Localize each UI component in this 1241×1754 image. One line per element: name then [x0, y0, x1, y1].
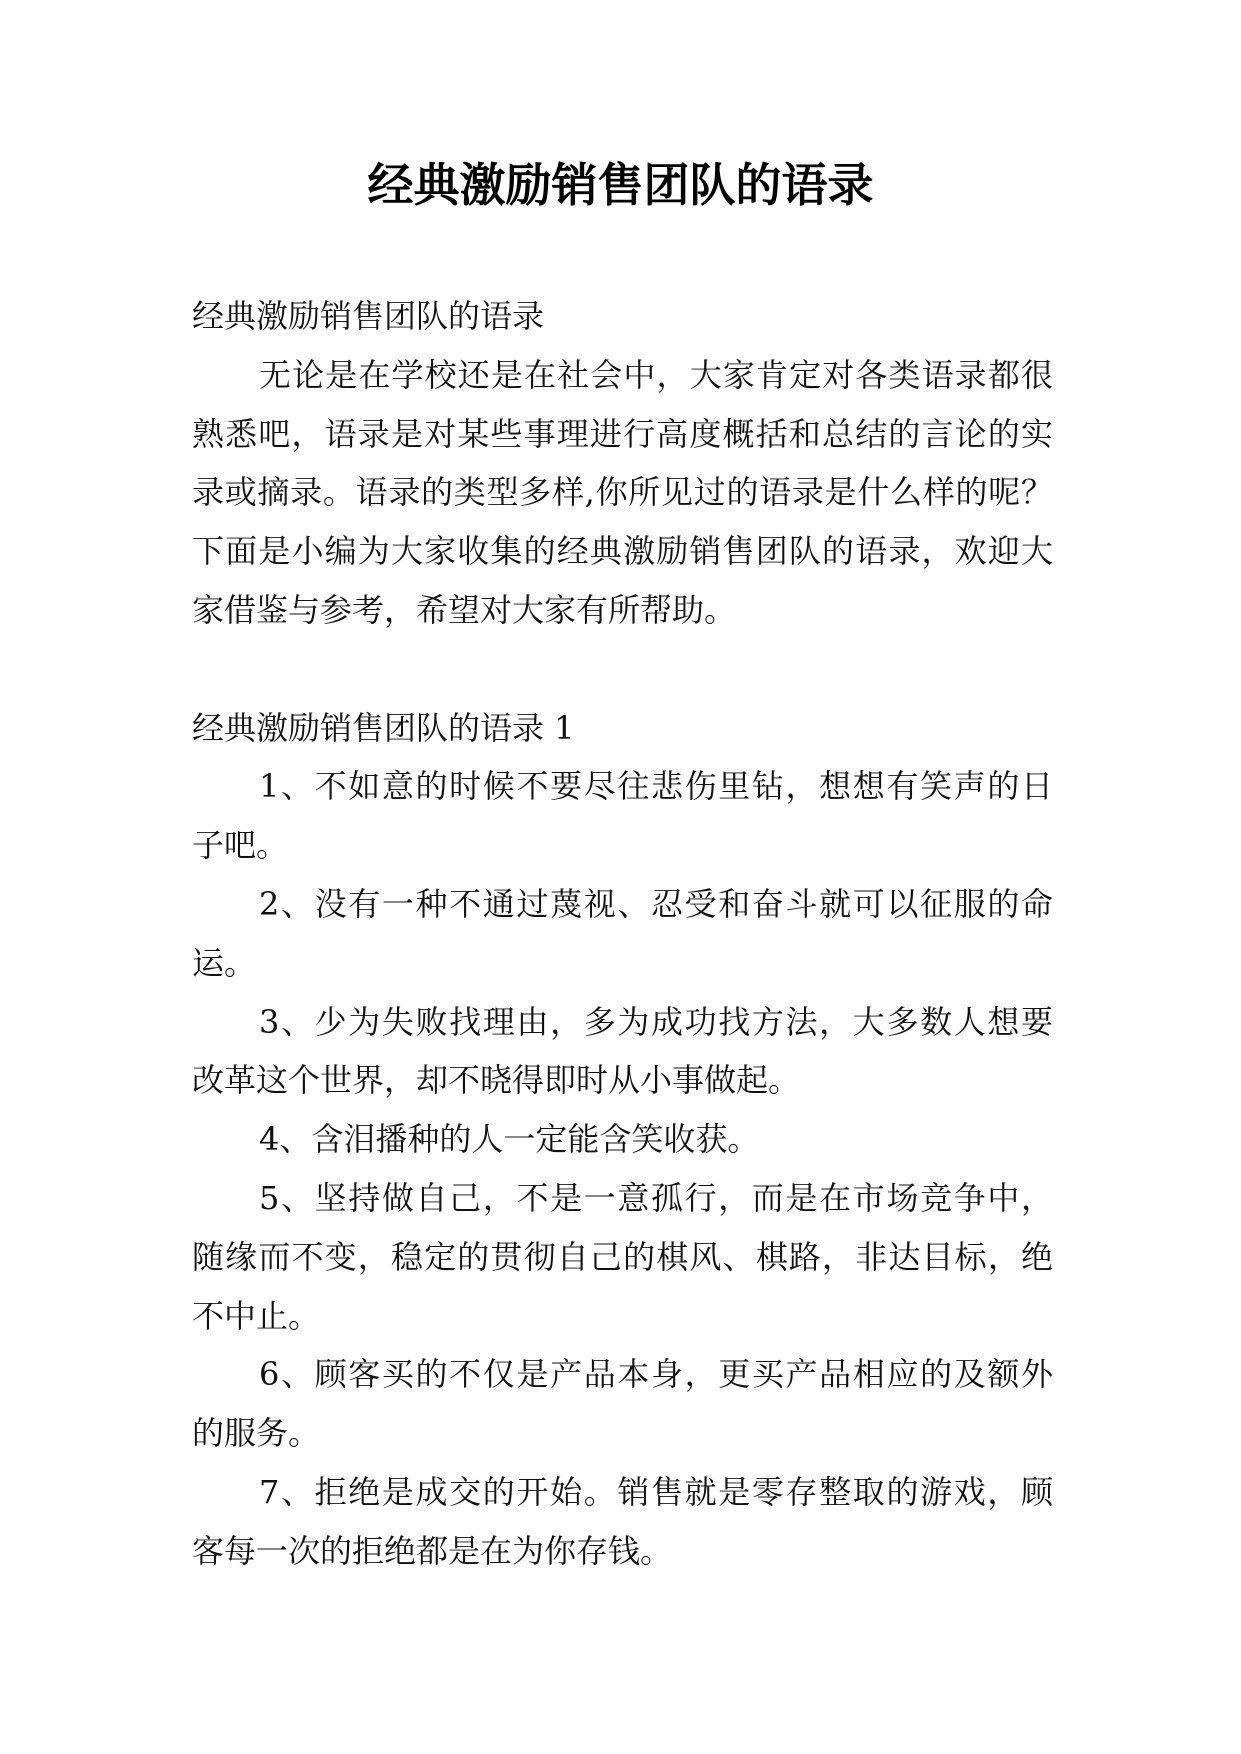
intro-paragraph	[192, 346, 1053, 640]
quote-line: 1、不如意的时候不要尽往悲伤里钻，想想有笑声的日	[259, 767, 1053, 806]
quote-item	[192, 757, 1053, 875]
quote-line: 运。	[192, 943, 257, 982]
quote-line: 2、没有一种不通过蔑视、忍受和奋斗就可以征服的命	[259, 884, 1053, 923]
quote-line: 4、含泪播种的人一定能含笑收获。	[259, 1120, 760, 1159]
intro-line: 录或摘录。语录的类型多样,你所见过的语录是什么样的呢？	[192, 473, 1053, 512]
quote-item	[192, 1169, 1053, 1345]
document-body	[192, 287, 1053, 1581]
quote-line: 3、少为失败找理由，多为成功找方法，大多数人想要	[259, 1002, 1053, 1041]
quote-line: 子吧。	[192, 826, 289, 865]
quote-line: 不中止。	[192, 1296, 321, 1335]
paragraph-spacer	[192, 640, 1053, 699]
quote-line: 7、拒绝是成交的开始。销售就是零存整取的游戏，顾	[259, 1472, 1053, 1511]
quote-line: 5、坚持做自己，不是一意孤行，而是在市场竞争中，	[259, 1178, 1053, 1217]
quote-item	[192, 1345, 1053, 1463]
intro-line: 下面是小编为大家收集的经典激励销售团队的语录，欢迎大	[192, 532, 1053, 571]
quote-item	[192, 1463, 1053, 1581]
quote-line: 的服务。	[192, 1414, 321, 1453]
intro-line: 家借鉴与参考，希望对大家有所帮助。	[192, 590, 737, 629]
document-heading: 经典激励销售团队的语录	[192, 297, 545, 335]
quote-item	[192, 1110, 1053, 1169]
quote-line: 改革这个世界，却不晓得即时从小事做起。	[192, 1061, 801, 1100]
quote-line: 客每一次的拒绝都是在为你存钱。	[192, 1531, 673, 1570]
quote-item	[192, 993, 1053, 1111]
quote-item	[192, 875, 1053, 993]
intro-line: 无论是在学校还是在社会中，大家肯定对各类语录都很	[259, 355, 1053, 394]
intro-line: 熟悉吧，语录是对某些事理进行高度概括和总结的言论的实	[192, 414, 1053, 453]
quote-line: 6、顾客买的不仅是产品本身，更买产品相应的及额外	[259, 1355, 1053, 1394]
section-heading: 经典激励销售团队的语录 1	[192, 708, 575, 747]
document-title: 经典激励销售团队的语录	[367, 158, 874, 212]
quote-line: 随缘而不变，稳定的贯彻自己的棋风、棋路，非达目标，绝	[192, 1237, 1053, 1276]
